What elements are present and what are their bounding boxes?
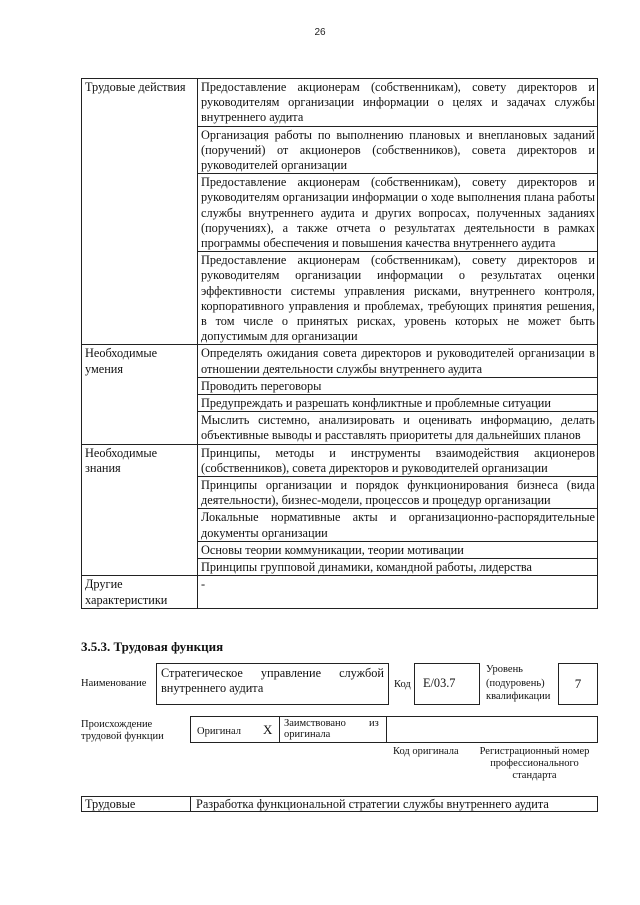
row-item-text: Предоставление акционерам (собственникам), совету директоров и руководителям организации информации о результатах оценки эффективности системы управления рисками, внутреннего контроля, корпоративного управления и проблемах, требующих принятия решения, в том числе о принятых рисках, уровень которых не может быть допустимым для организации bbox=[198, 252, 598, 345]
level-label-3: квалификации bbox=[486, 691, 551, 702]
name-label: Наименование bbox=[81, 678, 147, 689]
bottom-table-row bbox=[81, 796, 598, 812]
row-item-text: Основы теории коммуникации, теории мотивации bbox=[198, 541, 598, 558]
code-label: Код bbox=[394, 679, 411, 690]
row-category-label: Необходимые умения bbox=[82, 345, 198, 444]
row-category-label: Необходимые знания bbox=[82, 444, 198, 576]
origin-empty-cell bbox=[387, 717, 598, 742]
row-item-text: Принципы, методы и инструменты взаимодействия акционеров (собственников), совета директоров и руководителей организации bbox=[198, 444, 598, 476]
row-item-text: Локальные нормативные акты и организационно-распорядительные документы организации bbox=[198, 509, 598, 541]
borrowed-cell bbox=[280, 717, 387, 742]
row-item-text: Предоставление акционерам (собственникам), совету директоров и руководителям организации информации о ходе выполнения плана работы службы внутреннего аудита и других вопросах, полученных заданиях (поручениях), а также отчета о результатах деятельности в рамках программы обеспечения и повышения качества внутреннего аудита bbox=[198, 174, 598, 252]
row-item-text: Мыслить системно, анализировать и оценивать информацию, делать объективные выводы и расставлять приоритеты для дальнейших планов bbox=[198, 412, 598, 444]
origin-label-2: трудовой функции bbox=[81, 731, 164, 742]
name-value: Стратегическое управление службой внутреннего аудита bbox=[161, 666, 384, 695]
row-item-text: Принципы организации и порядок функционирования бизнеса (вида деятельности), бизнес-модели, процессов и процедур организации bbox=[198, 477, 598, 509]
level-label-1: Уровень bbox=[486, 664, 523, 675]
row-item-text: Определять ожидания совета директоров и руководителей организации в отношении деятельности службы внутреннего аудита bbox=[198, 345, 598, 377]
orig-code-label: Код оригинала bbox=[393, 746, 459, 757]
page-number: 26 bbox=[314, 27, 326, 38]
row-item-text: Проводить переговоры bbox=[198, 377, 598, 394]
original-label: Оригинал bbox=[197, 726, 241, 737]
origin-row bbox=[190, 716, 598, 743]
table-row bbox=[82, 345, 598, 377]
original-cell bbox=[190, 717, 280, 742]
labor-function-table bbox=[81, 78, 598, 609]
bottom-row-value: Разработка функциональной стратегии службы внутреннего аудита bbox=[191, 797, 598, 811]
table-row bbox=[82, 79, 598, 127]
table-row bbox=[82, 576, 598, 608]
bottom-row-label: Трудовые bbox=[81, 797, 191, 811]
code-value-box bbox=[414, 663, 480, 705]
borrowed-label-3: оригинала bbox=[284, 729, 331, 740]
origin-label-1: Происхождение bbox=[81, 719, 153, 730]
section-title: 3.5.3. Трудовая функция bbox=[81, 639, 224, 654]
reg-number-label-1: Регистрационный номер bbox=[479, 746, 590, 757]
borrowed-label-2: из bbox=[369, 718, 379, 729]
borrowed-label-1: Заимствовано bbox=[284, 718, 346, 729]
row-item-text: Предоставление акционерам (собственникам), совету директоров и руководителям организации информации о целях и задачах службы внутреннего аудита bbox=[198, 79, 598, 127]
level-value-box bbox=[558, 663, 598, 705]
name-value-box bbox=[156, 663, 389, 705]
code-value: E/03.7 bbox=[423, 676, 456, 690]
level-label-2: (подуровень) bbox=[486, 678, 545, 689]
reg-number-label-2: профессионального bbox=[490, 758, 579, 769]
original-mark: X bbox=[263, 722, 273, 737]
row-item-text: Предупреждать и разрешать конфликтные и проблемные ситуации bbox=[198, 395, 598, 412]
row-item-text: Принципы групповой динамики, командной работы, лидерства bbox=[198, 559, 598, 576]
reg-number-label-3: стандарта bbox=[512, 770, 557, 781]
level-value: 7 bbox=[574, 676, 582, 691]
row-category-label: Трудовые действия bbox=[82, 79, 198, 345]
row-item-text: - bbox=[198, 576, 598, 608]
row-item-text: Организация работы по выполнению плановых и внеплановых заданий (поручений) от акционеров (собственников), совета директоров и руководителей организации bbox=[198, 126, 598, 174]
table-row bbox=[82, 444, 598, 476]
row-category-label: Другие характеристики bbox=[82, 576, 198, 608]
reg-number-label bbox=[471, 746, 598, 782]
